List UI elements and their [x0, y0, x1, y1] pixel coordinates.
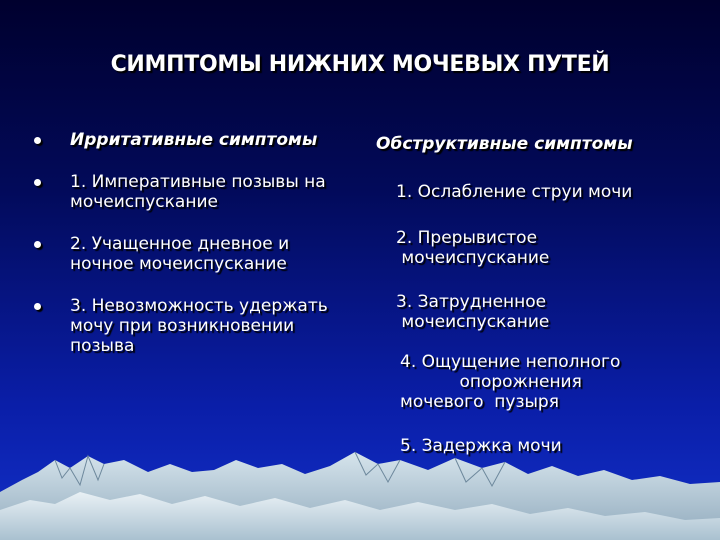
irritative-heading-text: Ирритативные симптомы [70, 130, 318, 150]
irritative-item-text: 3. Невозможность удержать мочу при возникновении позыва [70, 296, 328, 356]
obstructive-item-1: 1. Ослабление струи мочи [396, 182, 633, 202]
obstructive-item-2: 2. Прерывистое мочеиспускание [396, 228, 550, 268]
irritative-item-text: 1. Императивные позывы на мочеиспускание [70, 172, 326, 212]
irritative-item-2 [30, 234, 348, 274]
irritative-symptoms-list [30, 130, 348, 356]
obstructive-item-5: 5. Задержка мочи [400, 436, 562, 456]
obstructive-heading: Обструктивные симптомы [376, 134, 633, 154]
bullet-icon [34, 179, 41, 186]
irritative-item-text: 2. Учащенное дневное и ночное мочеиспускание [70, 234, 290, 274]
irritative-heading [30, 130, 348, 150]
obstructive-item-3: 3. Затрудненное мочеиспускание [396, 292, 550, 332]
irritative-item-1 [30, 172, 348, 212]
snowy-mountains-illustration [0, 430, 720, 540]
bullet-icon [34, 303, 41, 310]
bullet-icon [34, 137, 41, 144]
irritative-item-3 [30, 296, 348, 356]
obstructive-item-4: 4. Ощущение неполного опорожнения мочевого пузыря [400, 352, 621, 412]
slide-title: СИМПТОМЫ НИЖНИХ МОЧЕВЫХ ПУТЕЙ [110, 52, 610, 77]
bullet-icon [34, 241, 41, 248]
